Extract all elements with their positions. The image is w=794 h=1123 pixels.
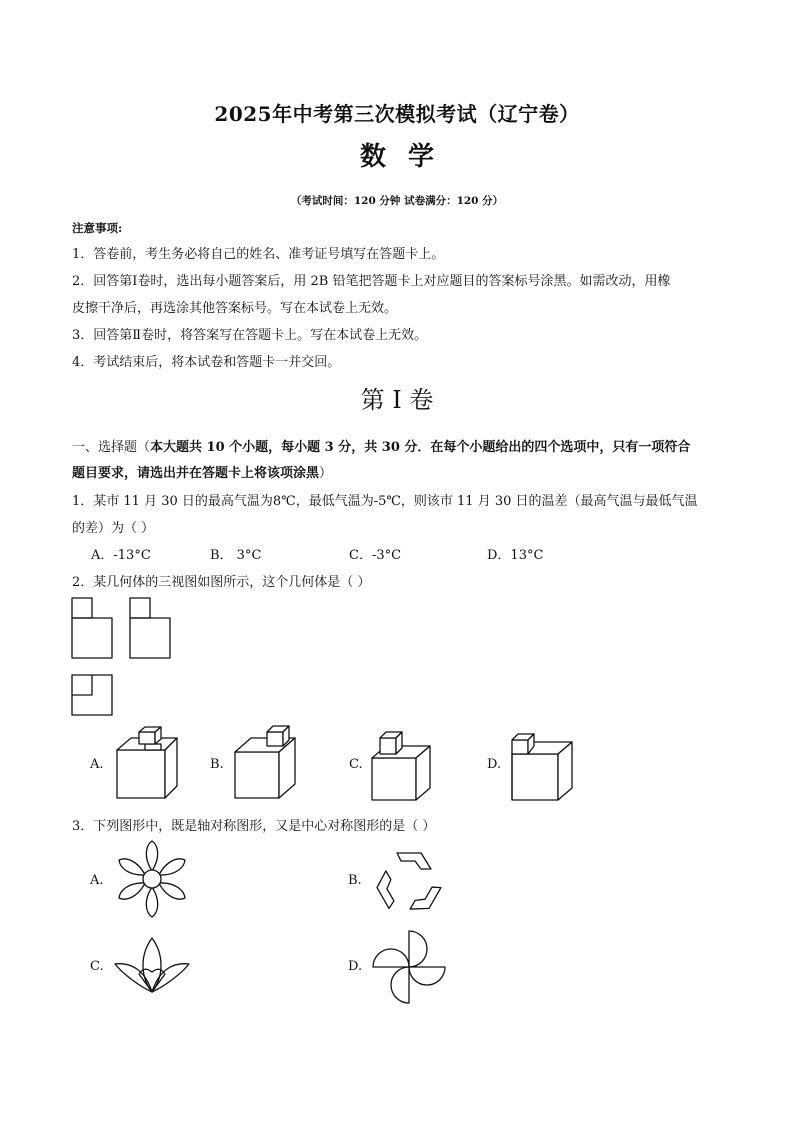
notice-item: 4．考试结束后，将本试卷和答题卡一并交回。	[72, 355, 341, 370]
section-title: 第 I 卷	[360, 386, 434, 414]
exam-info: （考试时间：120 分钟 试卷满分：120 分）	[290, 195, 504, 207]
q2-option-c-cube-figure	[370, 722, 440, 802]
notice-item: 3．回答第Ⅱ卷时，将答案写在答题卡上。写在本试卷上无效。	[72, 328, 428, 343]
part-one-prefix: 一、选择题（	[72, 440, 151, 455]
q1-option-c: C．-3°C	[349, 548, 402, 563]
part-one-heading-cont	[72, 462, 332, 481]
q2-stem: 2．某几何体的三视图如图所示，这个几何体是（ ）	[72, 575, 371, 590]
q3-stem: 3．下列图形中，既是轴对称图形，又是中心对称图形的是（ ）	[72, 819, 436, 834]
q2-option-d-cube-figure	[508, 722, 580, 802]
q2-option-d: D.	[487, 757, 502, 772]
notice-heading: 注意事项:	[72, 221, 123, 235]
q1-stem-cont: 的差）为（ ）	[72, 521, 155, 536]
notice-item: 2．回答第Ⅰ卷时，选出每小题答案后，用 2B 铅笔把答题卡上对应题目的答案标号涂黑。如需改动，用橡	[72, 274, 671, 289]
q2-option-b: B.	[210, 757, 224, 772]
part-one-instructions-cont: 题目要求，请选出并在答题卡上将该项涂黑	[72, 466, 320, 481]
q3-option-a-flower-figure	[113, 840, 191, 918]
side-view-figure	[128, 596, 178, 661]
q3-option-c-lotus-figure	[113, 934, 191, 996]
part-one-suffix: ）	[319, 466, 333, 481]
q3-option-b-triangular-knot-figure	[371, 847, 447, 915]
top-view-figure	[70, 673, 120, 718]
q2-option-a-cube-figure	[113, 726, 183, 802]
part-one-instructions: 本大题共 10 个小题，每小题 3 分，共 30 分．在每个小题给出的四个选项中，只有一项符合	[150, 440, 691, 455]
front-view-figure	[70, 596, 120, 661]
q3-option-d-pinwheel-figure	[371, 929, 447, 1005]
exam-title: 2025年中考第三次模拟考试（辽宁卷）	[214, 102, 580, 126]
q1-option-d: D．13°C	[487, 548, 544, 563]
q1-option-b: B． 3°C	[210, 548, 262, 563]
q3-option-a: A.	[90, 873, 104, 888]
q1-option-a: A．-13°C	[91, 548, 151, 563]
q3-option-b: B.	[348, 873, 362, 888]
q2-option-a: A.	[90, 757, 104, 772]
q3-option-d: D.	[348, 959, 363, 974]
notice-item: 1．答卷前，考生务必将自己的姓名、准考证号填写在答题卡上。	[72, 247, 445, 262]
part-one-heading	[72, 436, 690, 455]
q2-option-b-cube-figure	[231, 722, 301, 802]
notice-item: 皮擦干净后，再选涂其他答案标号。写在本试卷上无效。	[72, 301, 398, 316]
q2-option-c: C.	[349, 757, 363, 772]
subject-title: 数学	[359, 142, 456, 172]
q3-option-c: C.	[90, 959, 104, 974]
q1-stem: 1．某市 11 月 30 日的最高气温为8℃，最低气温为-5℃，则该市 11 月 30 日的温差（最高气温与最低气温	[72, 494, 698, 509]
